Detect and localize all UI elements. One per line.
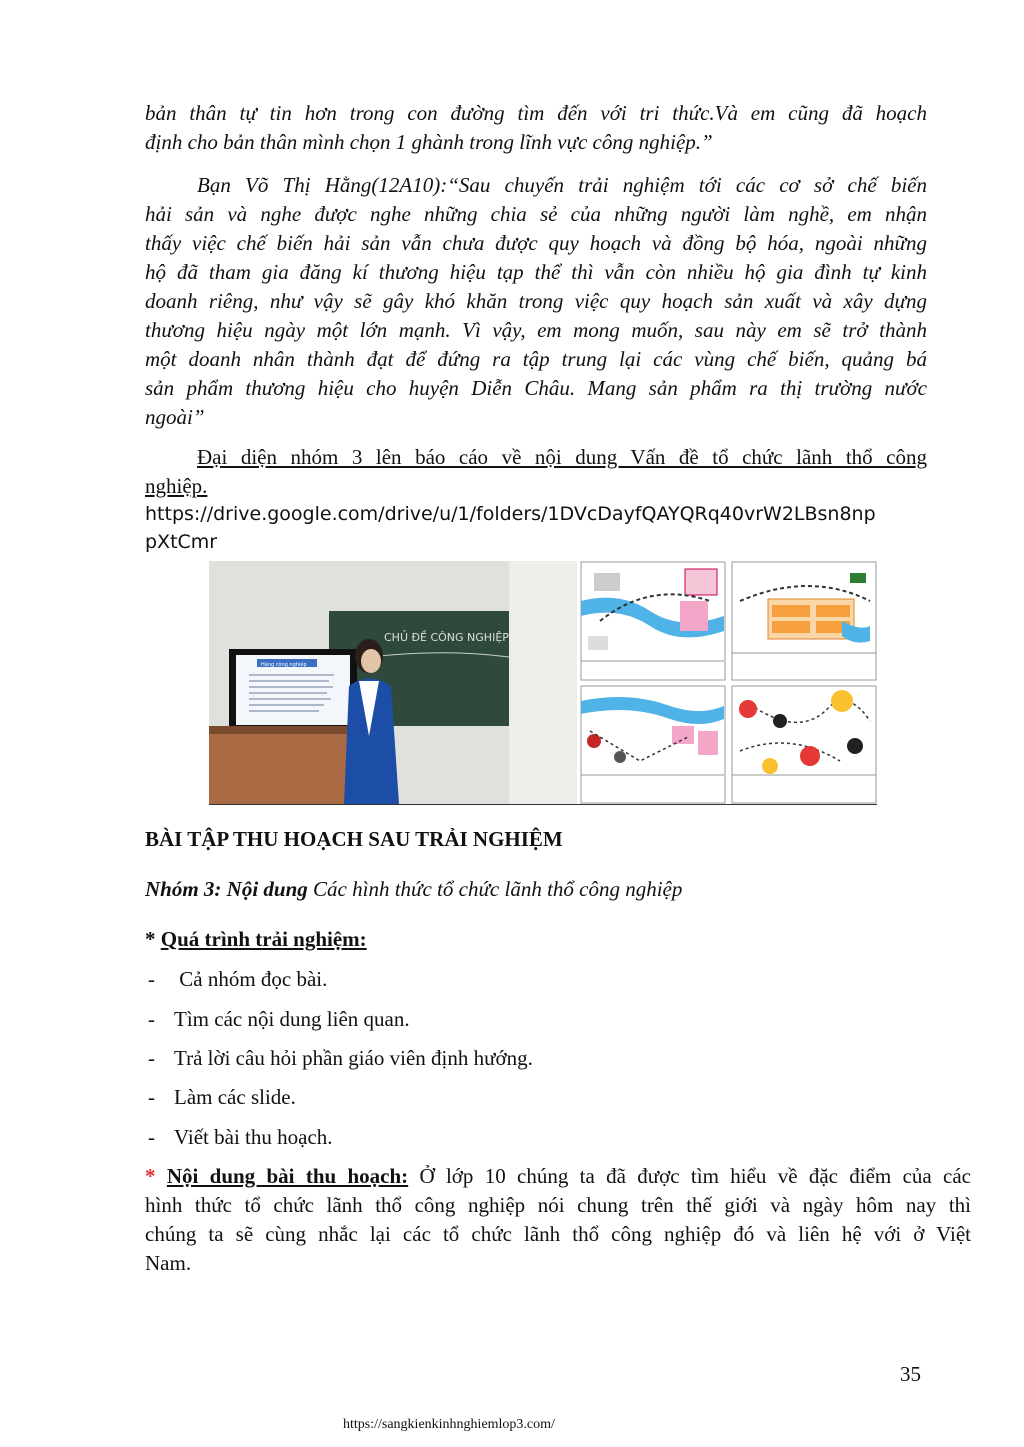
exercise-heading: BÀI TẬP THU HOẠCH SAU TRẢI NGHIỆM <box>145 827 563 851</box>
report-line2: nghiệp. <box>145 474 208 498</box>
content-label: Nội dung bài thu hoạch: <box>166 1164 409 1188</box>
process-label: Quá trình trải nghiệm: <box>160 927 367 951</box>
quote2-line: Bạn Võ Thị Hằng(12A10):“Sau chuyến trải nghiệm tới các cơ sở chế biến <box>197 173 927 197</box>
list-item: - Cả nhóm đọc bài. <box>148 967 328 991</box>
process-heading <box>145 925 367 954</box>
quote2-line: hộ đã tham gia đăng kí thương hiệu tạp thể thì vẫn còn nhiều hộ gia đình tự kinh <box>145 260 927 284</box>
classroom-photo <box>209 561 577 804</box>
quote2-line: sản phẩm thương hiệu cho huyện Diễn Châu. Mang sản phẩm ra thị trường nước <box>145 376 927 400</box>
content-line: Nam. <box>145 1251 192 1275</box>
image-divider <box>209 804 877 805</box>
quote2-line: doanh riêng, như vậy sẽ gây khó khăn trong việc quy hoạch sản xuất và xây dựng <box>145 289 927 313</box>
screen-title: Hãng công nghiệp <box>261 662 307 668</box>
step-text: Tìm các nội dung liên quan. <box>174 1007 410 1031</box>
list-item: - Làm các slide. <box>148 1085 296 1109</box>
drive-link-part1[interactable]: https://drive.google.com/drive/u/1/folders/1DVcDayfQAYQRq40vrW2LBsn8np <box>145 503 876 525</box>
group-label: Nhóm 3: Nội dung <box>145 877 308 901</box>
list-item: - Trả lời câu hỏi phần giáo viên định hướng. <box>148 1046 533 1070</box>
quote2-line: hải sản và nghe được nghe những chia sẻ của những người làm nghề, em nhận <box>145 202 927 226</box>
group-topic: Các hình thức tổ chức lãnh thổ công nghiệp <box>307 877 683 901</box>
quote2-line: thấy việc chế biến hải sản vẫn chưa được quy hoạch và đồng bộ hóa, ngoài những <box>145 231 927 255</box>
list-item: - Viết bài thu hoạch. <box>148 1125 333 1149</box>
step-text: Viết bài thu hoạch. <box>174 1125 333 1149</box>
footer-site: https://sangkienkinhnghiemlop3.com/ <box>343 1417 555 1432</box>
quote2-line: một doanh nhân thành đạt để đứng ra tập trung lại các vùng chế biến, quảng bá <box>145 347 927 371</box>
industrial-diagrams-image <box>580 561 877 804</box>
content-line1 <box>145 1162 971 1191</box>
group-line <box>145 875 682 904</box>
report-line1: Đại diện nhóm 3 lên báo cáo về nội dung Vấn đề tổ chức lãnh thổ công <box>197 445 927 469</box>
process-star: * <box>145 927 161 951</box>
quote1-line2: định cho bản thân mình chọn 1 ghành trong lĩnh vực công nghiệp.” <box>145 130 713 154</box>
quote1-line1: bản thân tự tin hơn trong con đường tìm đến với tri thức.Và em cũng đã hoạch <box>145 101 927 125</box>
quote2-line: ngoài” <box>145 405 205 429</box>
board-title: CHỦ ĐỀ CÔNG NGHIỆP <box>384 631 509 644</box>
content-star: * <box>145 1164 167 1188</box>
content-line: hình thức tổ chức lãnh thổ công nghiệp nói chung trên thế giới và ngày hôm nay thì <box>145 1193 971 1217</box>
content-line: chúng ta sẽ cùng nhắc lại các tổ chức lãnh thổ công nghiệp đó và liên hệ với ở Việt <box>145 1222 971 1246</box>
step-text: Làm các slide. <box>174 1085 296 1109</box>
step-text: Cả nhóm đọc bài. <box>174 967 328 991</box>
drive-link-part2[interactable]: pXtCmr <box>145 531 218 553</box>
step-text: Trả lời câu hỏi phần giáo viên định hướng. <box>174 1046 533 1070</box>
list-item: - Tìm các nội dung liên quan. <box>148 1007 410 1031</box>
page-number: 35 <box>900 1362 921 1386</box>
content-text: Ở lớp 10 chúng ta đã được tìm hiểu về đặc điểm của các <box>408 1164 972 1188</box>
quote2-line: thương hiệu ngày một lớn mạnh. Vì vậy, em mong muốn, sau này em sẽ trở thành <box>145 318 927 342</box>
